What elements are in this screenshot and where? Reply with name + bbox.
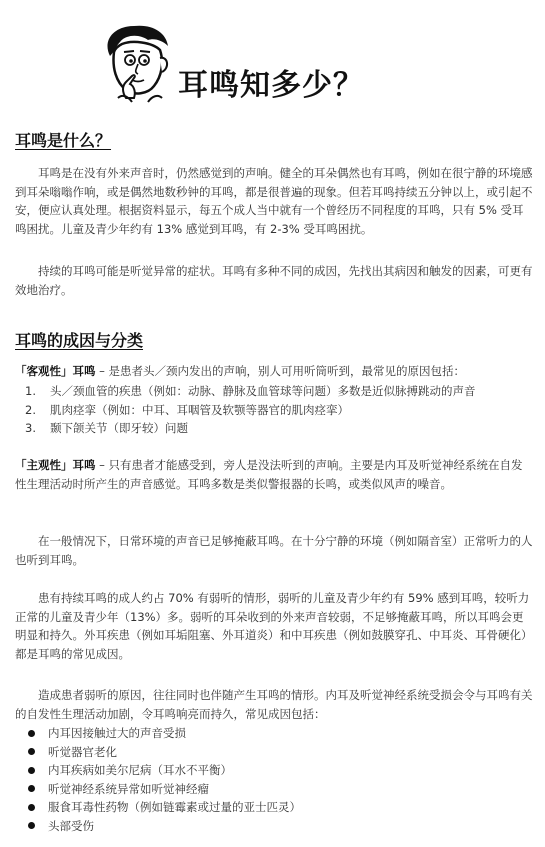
bullet-icon	[28, 748, 35, 755]
paragraph-masking: 在一般情况下，日常环境的声音已足够掩蔽耳鸣。在十分宁静的环境（例如隔音室）正常听力的人也听到耳鸣。	[15, 534, 533, 567]
subjective-description: – 只有患者才能感受到，旁人是没法听到的声响。主要是内耳及听觉神经系统在自发性生理活动时所产生的声音感觉。耳鸣多数是类似警报器的长鸣，或类似风声的噪音。	[15, 458, 523, 491]
list-item: 听觉神经系统异常如听觉神经瘤	[15, 780, 533, 799]
term-subjective: 「主观性」耳鸣	[15, 458, 96, 472]
paragraph-objective-tinnitus	[15, 362, 533, 381]
common-causes-list	[15, 724, 533, 836]
list-item: 2. 肌肉痉挛（例如：中耳、耳咽管及软颚等器官的肌肉痉挛）	[25, 402, 349, 417]
bullet-icon	[28, 730, 35, 737]
bullet-icon	[28, 804, 35, 811]
bullet-icon	[28, 822, 35, 829]
paragraph-symptom: 持续的耳鸣可能是听觉异常的症状。耳鸣有多种不同的成因，先找出其病因和触发的因素，可更有效地治疗。	[15, 264, 533, 297]
paragraph-common-causes: 造成患者弱听的原因，往往同时也伴随产生耳鸣的情形。内耳及听觉神经系统受损会令与耳鸣有关的自发性生理活动加剧，令耳鸣响亮而持久，常见成因包括：	[15, 688, 533, 721]
paragraph-hearing-loss: 患有持续耳鸣的成人约占 70% 有弱听的情形，弱听的儿童及青少年约有 59% 感到耳鸣，较听力正常的儿童及青少年（13%）多。弱听的耳朵收到的外来声音较弱，不足够掩蔽耳鸣，所以耳鸣会更明显和持久。外耳疾患（例如耳垢阻塞、外耳道炎）和中耳疾患（例如鼓膜穿孔、中耳炎、耳骨硬化）都是耳鸣的常见成因。	[15, 591, 533, 661]
paragraph-subjective-tinnitus	[15, 456, 533, 493]
page-title: 耳鸣知多少？	[178, 68, 364, 103]
bullet-icon	[28, 785, 35, 792]
section-heading-what-is: 耳鸣是什么？	[15, 131, 112, 150]
objective-causes-list	[15, 382, 533, 438]
section-heading-causes: 耳鸣的成因与分类	[15, 331, 144, 350]
list-item: 头部受伤	[15, 817, 533, 836]
list-item: 内耳因接触过大的声音受损	[15, 724, 533, 743]
term-objective: 「客观性」耳鸣	[15, 364, 96, 378]
list-item: 内耳疾病如美尔尼病（耳水不平衡）	[15, 761, 533, 780]
objective-description: – 是患者头／颈内发出的声响，别人可用听筒听到，最常见的原因包括：	[95, 364, 466, 378]
paragraph-definition: 耳鸣是在没有外来声音时，仍然感觉到的声响。健全的耳朵偶然也有耳鸣，例如在很宁静的环境感到耳朵嗡嗡作响，或是偶然地数秒钟的耳鸣，都是很普遍的现象。但若耳鸣持续五分钟以上，或引起不安，便应认真处理。根据资料显示，每五个成人当中就有一个曾经历不同程度的耳鸣，只有 5% 受耳鸣困扰。儿童及青少年约有 13% 感觉到耳鸣，有 2-3% 受耳鸣困扰。	[15, 166, 533, 236]
list-item: 服食耳毒性药物（例如链霉素或过量的亚士匹灵）	[15, 798, 533, 817]
page-header	[0, 0, 545, 110]
bullet-icon	[28, 767, 35, 774]
list-item: 3. 颞下颌关节（即牙较）问题	[25, 421, 188, 436]
list-item: 1. 头／颈血管的疾患（例如：动脉、静脉及血管球等问题）多数是近似脉搏跳动的声音	[25, 384, 476, 398]
thinking-man-icon	[92, 22, 182, 104]
list-item: 听觉器官老化	[15, 743, 533, 762]
